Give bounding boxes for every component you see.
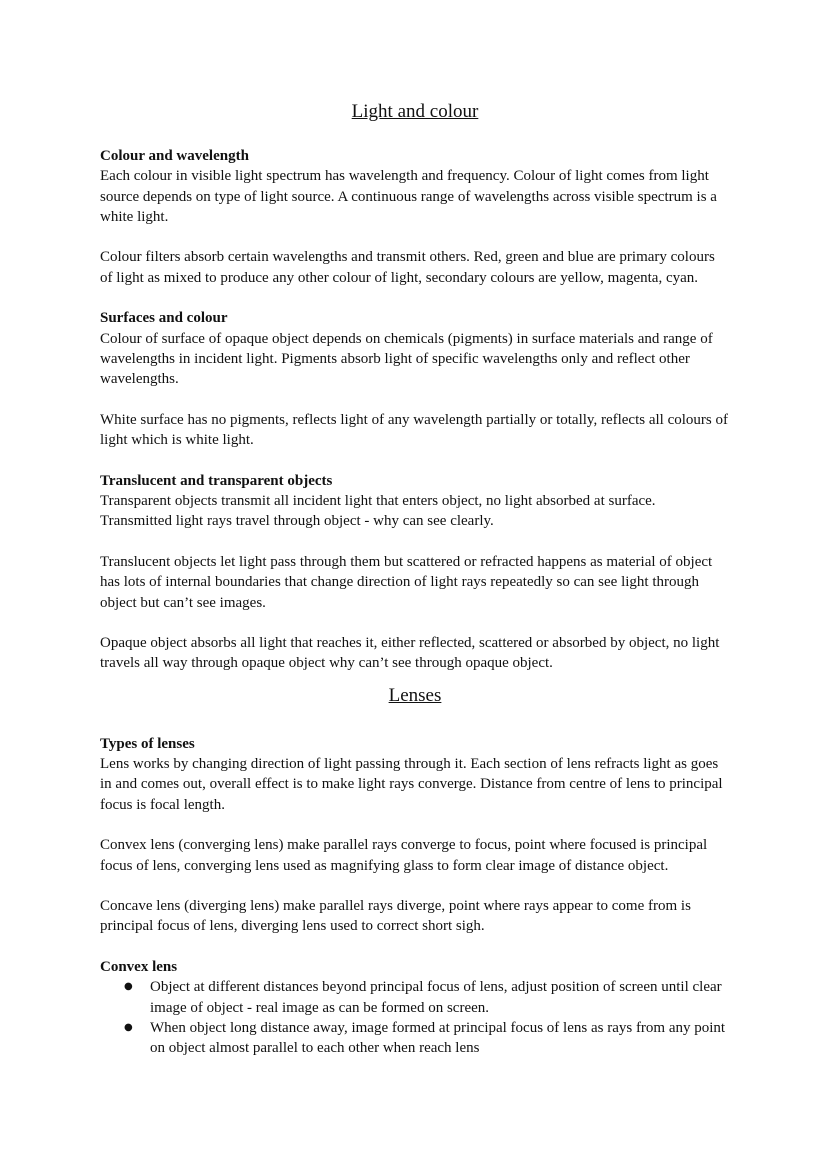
paragraph: Colour filters absorb certain wavelengths and transmit others. Red, green and blue are primary colours of light as mixed to produce any other colour of light, secondary colours are yellow, magenta, cyan. (100, 249, 715, 286)
paragraph: Convex lens (converging lens) make parallel rays converge to focus, point where focused is principal focus of lens, converging lens used as magnifying glass to form clear image of distance object. (100, 837, 708, 874)
section-heading: Surfaces and colour (100, 310, 228, 327)
paragraph: White surface has no pigments, reflects light of any wavelength partially or totally, reflects all colours of light which is white light. (100, 411, 728, 449)
paragraph: Concave lens (diverging lens) make parallel rays diverge, point where rays appear to come from is principal focus of lens, diverging lens used to correct short sigh. (100, 898, 691, 935)
section-heading: Translucent and transparent objects (100, 472, 333, 489)
page-title: Light and colour (351, 101, 479, 122)
section-heading: Convex lens (100, 958, 178, 975)
paragraph: Each colour in visible light spectrum has wavelength and frequency. Colour of light comes from light source depends on type of light source. A continuous range of wavelengths across visible spectrum is a white light. (100, 168, 717, 225)
section-types-of-lenses (100, 734, 730, 937)
section-colour-wavelength (100, 146, 730, 288)
paragraph: Colour of surface of opaque object depends on chemicals (pigments) in surface materials and range of wavelengths in incident light. Pigments absorb light of specific wavelengths only and reflect other wavelengths. (100, 330, 713, 388)
section-title-lenses: Lenses (388, 684, 442, 706)
list-item: ● When object long distance away, image formed at principal focus of lens as rays from any point on object almost parallel to each other when reach lens (150, 1018, 730, 1059)
document-body (100, 100, 730, 1058)
section-heading: Colour and wavelength (100, 148, 249, 164)
section-heading: Types of lenses (100, 735, 195, 752)
paragraph: Translucent objects let light pass through them but scattered or refracted happens as material of object has lots of internal boundaries that change direction of light rays repeatedly so can see light through object but can’t see images. (100, 553, 713, 611)
bullet-list (100, 977, 730, 1058)
paragraph: Lens works by changing direction of light passing through it. Each section of lens refracts light as goes in and comes out, overall effect is to make light rays converge. Distance from centre of lens to principal focus is focal length. (100, 756, 723, 813)
section-surfaces-colour (100, 308, 730, 450)
section-convex-lens (100, 957, 730, 1058)
paragraph: Transparent objects transmit all incident light that enters object, no light absorbed at surface. Transmitted light rays travel through object - why can see clearly. (100, 493, 656, 530)
paragraph: Opaque object absorbs all light that reaches it, either reflected, scattered or absorbed by object, no light travels all way through opaque object why can’t see through opaque object. (100, 635, 720, 672)
section-translucent-transparent (100, 471, 730, 674)
list-item: ● Object at different distances beyond principal focus of lens, adjust position of screen until clear image of object - real image as can be formed on screen. (150, 977, 730, 1018)
